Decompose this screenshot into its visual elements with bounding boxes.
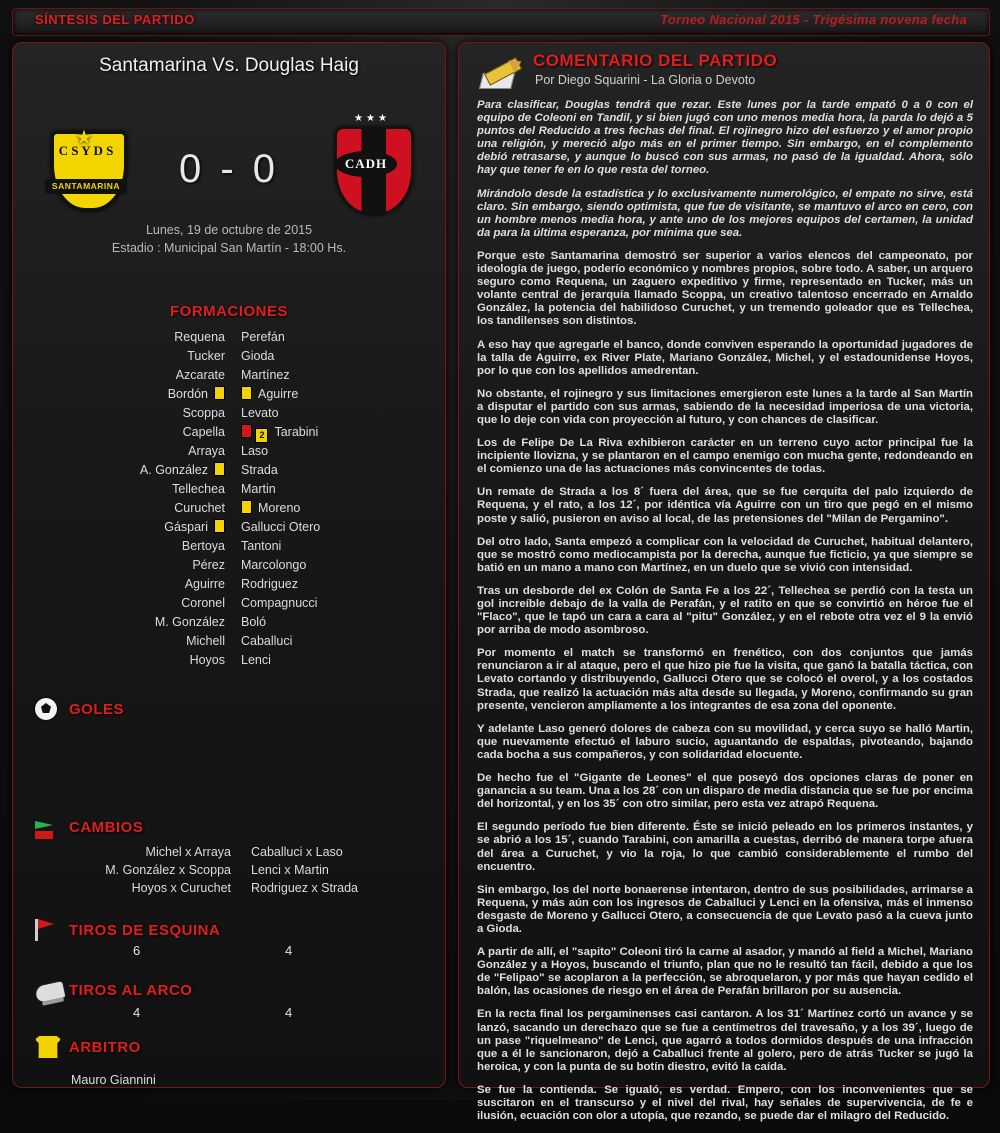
player-name: Capella xyxy=(182,425,225,439)
commentary-title: COMENTARIO DEL PARTIDO xyxy=(533,51,778,70)
lineup-row xyxy=(241,366,441,385)
player-name: Tarabini xyxy=(274,425,319,439)
player-name: Gallucci Otero xyxy=(241,520,321,534)
lineup-row xyxy=(241,651,441,670)
lineup-row xyxy=(13,480,225,499)
lineup-row xyxy=(13,632,225,651)
commentary-paragraph: El segundo período fue bien diferente. Éste se inició peleado en los primeros instantes, y se abrió a los 15´, cuando Tarabini, con amarilla a cuestas, derribó de manera torpe afuera del área a Curuchet, y vio la roja, lo que cambió considerablemente el rumbo del encuentro. xyxy=(477,821,973,873)
match-date: Lunes, 19 de octubre de 2015 xyxy=(145,223,313,237)
yellow-card-icon xyxy=(214,462,225,476)
lineup-row xyxy=(13,556,225,575)
top-bar xyxy=(12,8,990,36)
summary-panel xyxy=(12,42,446,1088)
lineup-row xyxy=(241,423,441,442)
player-name: Tucker xyxy=(187,349,225,363)
home-crest-band: SANTAMARINA xyxy=(45,179,127,194)
section-goals-title: GOLES xyxy=(69,701,125,718)
commentary-paragraph: En la recta final los pergaminenses casi cantaron. A los 31´ Martínez cortó un avance y se lanzó, sacando un derechazo que se fue a centímetros del travesaño, y a los 39´, luego de un pase "riquelmeano" de Lenci, que agarró a todos dormidos después de una infracción que a él le sancionaron, dejó a Caballuci frente al golero, pero de atrás Tucker se jugó la heroica, y con la punta de su botín diestro, evitó la caída. xyxy=(477,1008,973,1073)
lineup-row xyxy=(241,404,441,423)
player-name: Lenci xyxy=(241,653,271,667)
commentary-paragraph: Un remate de Strada a los 8´ fuera del área, que se fue cerquita del palo izquierdo de Requena, y el rato, a los 12´, por idéntica vía Aguirre con un tiro que pegó en el mismo poste y salió, pusieron en aviso al local, de las pretensiones del "Milan de Pergamino". xyxy=(477,486,973,525)
player-name: Bordón xyxy=(167,387,208,401)
section-shots-title: TIROS AL ARCO xyxy=(69,982,193,999)
player-name: Rodriguez xyxy=(241,577,298,591)
second-yellow-card-icon: 2 xyxy=(255,428,268,443)
commentary-paragraph: De hecho fue el "Gigante de Leones" el que poseyó dos opciones claras de poner en ganancia a su team. Una a los 28´ con un disparo de media distancia que se fue por encima del horizontal, y en los 35´ con otro similar, pero esta vez atrapó Requena. xyxy=(477,772,973,811)
player-name: Martínez xyxy=(241,368,290,382)
match-stadium: Estadio : Municipal San Martín - 18:00 Hs. xyxy=(111,241,347,255)
corners-home-value: 6 xyxy=(133,943,141,958)
commentary-paragraph: Y adelante Laso generó dolores de cabeza con su movilidad, y cerca suyo se halló Martin, que nuevamente efectuó el laburo sucio, aguantando de espaldas, pivoteando, bajando cada bocha a sus compañeros, y con solidaridad elocuente. xyxy=(477,722,973,761)
player-name: Coronel xyxy=(181,596,225,610)
home-lineup-list xyxy=(13,328,225,670)
commentary-author: Por Diego Squarini - La Gloria o Devoto xyxy=(535,73,756,87)
player-name: Marcolongo xyxy=(241,558,307,572)
section-formations-title: FORMACIONES xyxy=(170,303,288,320)
commentary-paragraph: Tras un desborde del ex Colón de Santa Fe a los 22´, Tellechea se perdió con la testa un gol increíble debajo de la valla de Perafán, y el ratito en que se convirtió en héroe fue el "Flaco", que le tapó un cara a cara al "pitu" González, y en el rebote otra vez el 9 la envió por arriba de modo asombroso. xyxy=(477,584,973,637)
lineup-row xyxy=(13,385,225,404)
lineup-row xyxy=(241,537,441,556)
section-corners-title: TIROS DE ESQUINA xyxy=(69,922,221,939)
player-name: Perefán xyxy=(241,330,285,344)
substitution-row: Rodriguez x Strada xyxy=(251,881,359,895)
lineup-row xyxy=(241,575,441,594)
shots-away-value: 4 xyxy=(285,1005,293,1020)
commentary-paragraph: A partir de allí, el "sapito" Coleoni tiró la carne al asador, y mandó al field a Michel, Mariano González y a Hoyos, buscando el triunfo, plan que no le resultó tan fácil, debido a que los de "Felipao" se acoplaron a la perfección, se abroquelaron, y por más que hayan cedido el balón, las ocasiones de riesgo en el área de Perafán brillaron por su ausencia. xyxy=(477,946,973,998)
player-name: Laso xyxy=(241,444,269,458)
commentary-paragraph: Por momento el match se transformó en frenético, con dos conjuntos que jamás renunciaron a ir al ataque, pero el que hizo pie fue la visita, que ganó la batalla táctica, con Levato cortando y distribuyendo, Gallucci Otero que se colocó el overol, y a los costados Strada, que realizó la actuación más alta desde su llegada, y Moreno, confirmando su gran presente, vencieron ampliamente a los integrantes de esa zona del oponente. xyxy=(477,647,973,712)
lineup-row xyxy=(241,347,441,366)
referee-shirt-icon xyxy=(35,1035,61,1059)
player-name: Bertoya xyxy=(181,539,225,553)
player-name: Michell xyxy=(186,634,225,648)
commentary-paragraph: Sin embargo, los del norte bonaerense intentaron, dentro de sus posibilidades, arrimarse a Requena, y más aún con los ingresos de Caballuci y Lenci en la ofensiva, más el inmenso desgaste de Moreno y Gallucci Otero, a consecuencia de que Levato pasó a la cueva junto a Gioda. xyxy=(477,883,973,935)
lineup-row xyxy=(241,556,441,575)
substitution-row: M. González x Scoppa xyxy=(105,863,231,877)
substitution-row: Michel x Arraya xyxy=(145,845,231,859)
player-name: Tantoni xyxy=(241,539,282,553)
page-title: SÍNTESIS DEL PARTIDO xyxy=(35,12,195,27)
lineup-row xyxy=(241,328,441,347)
player-name: Boló xyxy=(241,615,267,629)
yellow-card-icon xyxy=(241,500,252,514)
shots-home-value: 4 xyxy=(133,1005,141,1020)
red-card-icon xyxy=(241,424,252,438)
lineup-row xyxy=(13,575,225,594)
player-name: Azcarate xyxy=(175,368,225,382)
commentary-panel xyxy=(458,42,990,1123)
home-crest-letters: C S Y D S xyxy=(58,143,114,158)
player-name: Hoyos xyxy=(189,653,225,667)
lineup-row xyxy=(13,404,225,423)
yellow-card-icon xyxy=(214,386,225,400)
player-name: M. González xyxy=(154,615,225,629)
lineup-row xyxy=(13,518,225,537)
boot-icon xyxy=(35,983,65,1001)
commentary-paragraph: Para clasificar, Douglas tendrá que rezar. Este lunes por la tarde empató 0 a 0 con el equipo de Coleoni en Tandil, y si bien jugó con uno menos media hora, la parda lo dejó a 5 puntos del Reducido a tres fechas del final. El rojinegro hizo del esfuerzo y el amor propio una religión, y mereció algo más en el primer tiempo. Sin embargo, en el complemento debió retrasarse, y aunque lo buscó con sus armas, no pasó de la igualdad. Ahora, sólo hay que tener fe en lo que resta del torneo. xyxy=(477,99,973,177)
lineup-row xyxy=(13,537,225,556)
lineup-row xyxy=(13,499,225,518)
player-name: Tellechea xyxy=(172,482,225,496)
substitution-row: Caballuci x Laso xyxy=(251,845,343,859)
commentary-paragraph: Porque este Santamarina demostró ser superior a varios elencos del campeonato, por ideología de juego, poderío económico y nombres propios, sobre todo. A saber, un arquero seguro como Requena, un zaguero expeditivo y firme, representado en Tucker, más un volante central de jerarquía llamado Scoppa, un creativo talentoso encerrado en Arnaldo González, la potencia del habilidoso Curuchet, y un tremendo goleador que es Tellechea, los tandilenses son distintos. xyxy=(477,249,973,328)
commentary-body xyxy=(477,99,973,1133)
substitution-row: Lenci x Martin xyxy=(251,863,329,877)
player-name: Curuchet xyxy=(174,501,225,515)
lineup-row xyxy=(13,347,225,366)
lineup-row xyxy=(241,442,441,461)
lineup-row xyxy=(241,594,441,613)
star-icon: ★ xyxy=(75,127,93,149)
away-crest-name: CADH xyxy=(335,151,397,177)
lineup-row xyxy=(241,632,441,651)
lineup-row xyxy=(13,423,225,442)
referee-name: Mauro Giannini xyxy=(71,1073,156,1087)
yellow-card-icon xyxy=(214,519,225,533)
lineup-row xyxy=(13,613,225,632)
player-name: Martin xyxy=(241,482,276,496)
player-name: Gioda xyxy=(241,349,275,363)
lineup-row xyxy=(241,499,441,518)
tournament-label: Torneo Nacional 2015 - Trigésima novena fecha xyxy=(660,12,967,27)
player-name: A. González xyxy=(139,463,208,477)
commentary-paragraph: No obstante, el rojinegro y sus limitaciones emergieron este lunes a la tarde al San Martín a disputar el partido con sus armas, sabiendo de la necesidad imperiosa de una victoria, que lo deje con vida con proyección al futuro, y con chances de clasificar. xyxy=(477,387,973,426)
substitution-arrows-icon xyxy=(35,819,61,839)
yellow-card-icon xyxy=(241,386,252,400)
lineup-row xyxy=(241,461,441,480)
lineup-row xyxy=(13,461,225,480)
substitution-row: Hoyos x Curuchet xyxy=(131,881,231,895)
player-name: Levato xyxy=(241,406,279,420)
commentary-paragraph: Los de Felipe De La Riva exhibieron carácter en un terreno cuyo actor principal fue la incipiente llovizna, y se plantaron en el campo enemigo con mucha gente, redondeando en el comienzo una de las actuaciones más convincentes de todas. xyxy=(477,437,973,476)
commentary-paragraph: A eso hay que agregarle el banco, donde conviven esperando la oportunidad jugadores de la talla de Aguirre, ex River Plate, Mariano González, Michel, y el estadounidense Hoyos, por lo que con los apellidos amedrentan. xyxy=(477,338,973,377)
stars-icon: ★★★ xyxy=(354,113,390,124)
ball-icon xyxy=(35,698,57,720)
player-name: Requena xyxy=(174,330,225,344)
player-name: Scoppa xyxy=(182,406,225,420)
home-substitutions xyxy=(31,843,231,897)
commentary-paragraph: Se fue la contienda. Se igualó, es verdad. Empero, con los inconvenientes que se suscitaron en el transcurso y el nivel del rival, hay señales de supervivencia, de fe e ilusión, ecuación con olor a utopía, que rezando, se puede dar el milagro del Reducido. xyxy=(477,1083,973,1123)
match-title: Santamarina Vs. Douglas Haig xyxy=(99,55,359,76)
player-name: Compagnucci xyxy=(241,596,318,610)
away-substitutions xyxy=(251,843,461,897)
away-lineup-list xyxy=(241,328,441,670)
lineup-row xyxy=(241,480,441,499)
player-name: Aguirre xyxy=(184,577,225,591)
player-name: Strada xyxy=(241,463,278,477)
lineup-row xyxy=(13,442,225,461)
lineup-row xyxy=(13,366,225,385)
lineup-row xyxy=(241,385,441,404)
player-name: Caballuci xyxy=(241,634,293,648)
lineup-row xyxy=(13,328,225,347)
player-name: Gáspari xyxy=(164,520,208,534)
section-referee-title: ARBITRO xyxy=(69,1039,141,1056)
commentary-paragraph: Mirándolo desde la estadística y lo exclusivamente numerológico, el empate no sirve, está claro. Sin embargo, siendo optimista, que fue de visitante, se mantuvo el arco en cero, con un hombre menos media hora, y ante uno de los mejores equipos del certamen, la unidad da para la última esperanza, por mínima que sea. xyxy=(477,187,973,239)
lineup-row xyxy=(241,518,441,537)
corners-away-value: 4 xyxy=(285,943,293,958)
player-name: Arraya xyxy=(188,444,225,458)
corner-flag-icon xyxy=(35,919,57,941)
scoreline: 0 - 0 xyxy=(178,147,280,191)
lineup-row xyxy=(241,613,441,632)
lineup-row xyxy=(13,594,225,613)
section-changes-title: CAMBIOS xyxy=(69,819,144,836)
commentary-paragraph: Del otro lado, Santa empezó a complicar con la velocidad de Curuchet, habitual delantero, que se mostró como mediocampista por la derecha, aunque fue ficticio, ya que siempre se batió en un mano a mano con Martínez, en un duelo que se vivió con intensidad. xyxy=(477,535,973,574)
player-name: Aguirre xyxy=(258,387,299,401)
player-name: Moreno xyxy=(258,501,301,515)
lineup-row xyxy=(13,651,225,670)
pencil-icon xyxy=(481,49,525,89)
player-name: Pérez xyxy=(192,558,225,572)
